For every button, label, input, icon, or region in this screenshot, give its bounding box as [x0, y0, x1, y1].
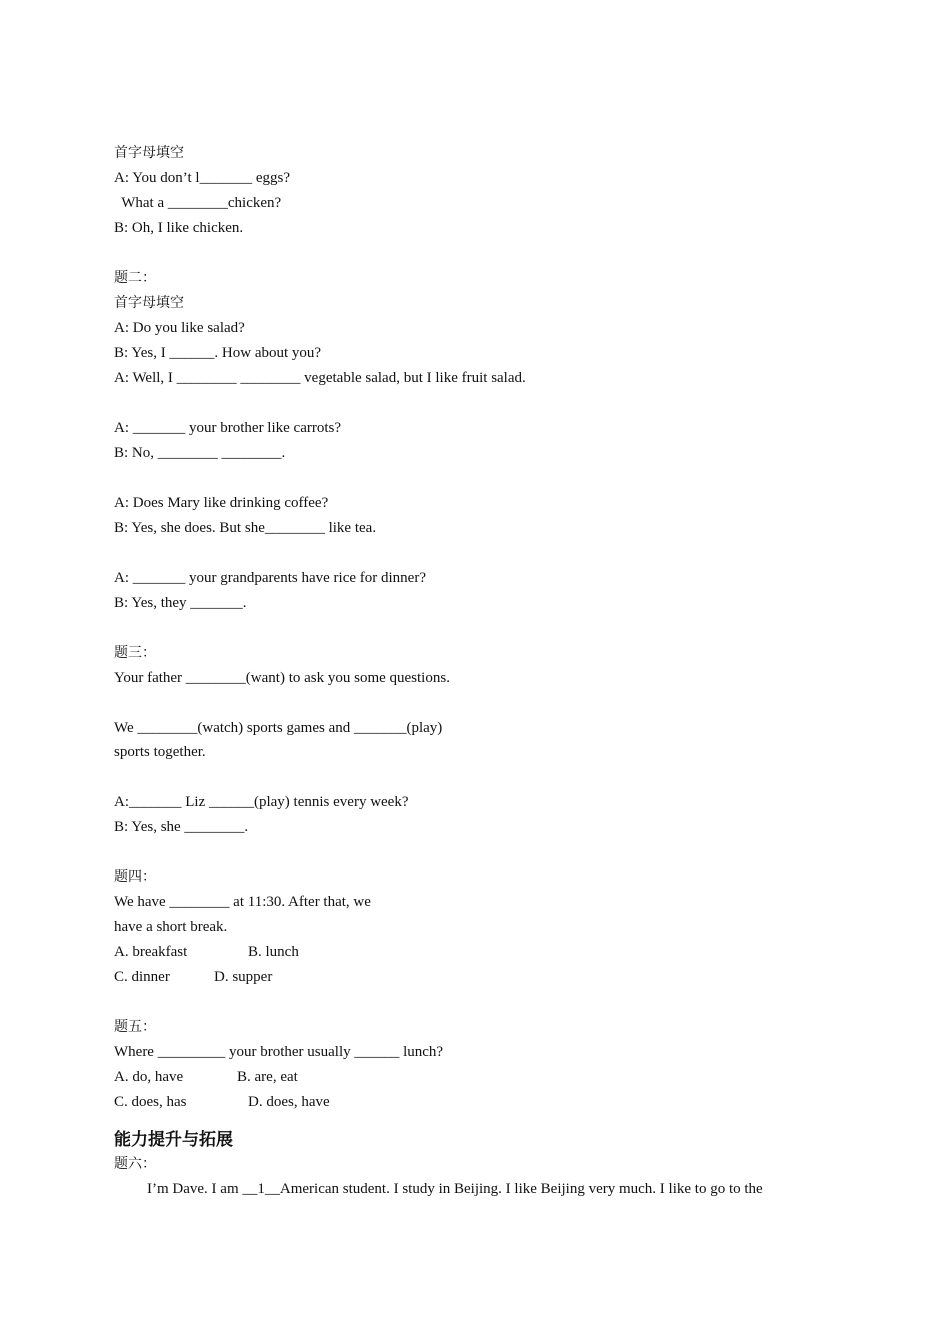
q6-title: 题六：	[114, 1156, 156, 1172]
q5-title: 题五：	[114, 1019, 156, 1035]
section-heading: 能力提升与拓展	[114, 1130, 233, 1150]
q5-option-a: A. do, have	[114, 1069, 184, 1085]
q6-passage: I’m Dave. I am __1__American student. I study in Beijing. I like Beijing very much. I like to go to the	[147, 1181, 763, 1197]
q4-title: 题四：	[114, 869, 156, 885]
q2-dialog3-line-2: B: Yes, she does. But she________ like tea.	[114, 520, 377, 536]
q5-option-b: B. are, eat	[237, 1069, 298, 1085]
q2-dialog2-line-2: B: No, ________ ________.	[114, 445, 286, 461]
q5-stem: Where _________ your brother usually ______ lunch?	[114, 1044, 444, 1060]
q3-title: 题三：	[114, 645, 156, 661]
q1-line-3: B: Oh, I like chicken.	[114, 220, 244, 236]
q1-line-1: A: You don’t l_______ eggs?	[114, 170, 290, 186]
q5-option-d: D. does, have	[248, 1094, 330, 1110]
q2-dialog1-line-3: A: Well, I ________ ________ vegetable salad, but I like fruit salad.	[114, 370, 526, 386]
q2-title: 题二：	[114, 270, 156, 286]
q2-dialog1-line-2: B: Yes, I ______. How about you?	[114, 345, 322, 361]
q2-dialog2-line-1: A: _______ your brother like carrots?	[114, 420, 342, 436]
q2-dialog4-line-2: B: Yes, they _______.	[114, 595, 247, 611]
q3-sentence-1: Your father ________(want) to ask you some questions.	[114, 670, 450, 686]
q2-instruction: 首字母填空	[114, 295, 184, 311]
q4-option-d: D. supper	[214, 969, 273, 985]
q4-stem-line-1: We have ________ at 11:30. After that, we	[114, 894, 371, 910]
q5-options-row-2	[114, 1090, 854, 1115]
q2-dialog4-line-1: A: _______ your grandparents have rice for dinner?	[114, 570, 426, 586]
q5-option-c: C. does, has	[114, 1094, 187, 1110]
q3-dialog-line-2: B: Yes, she ________.	[114, 819, 249, 835]
q4-option-b: B. lunch	[248, 944, 299, 960]
q5-options-row-1	[114, 1065, 854, 1090]
q2-dialog3-line-1: A: Does Mary like drinking coffee?	[114, 495, 329, 511]
q4-stem-line-2: have a short break.	[114, 919, 228, 935]
worksheet-page	[114, 141, 854, 1202]
q1-instruction: 首字母填空	[114, 145, 184, 161]
q3-sentence-2-line-2: sports together.	[114, 744, 206, 760]
q3-sentence-2-line-1: We ________(watch) sports games and _______(play)	[114, 720, 443, 736]
q2-dialog1-line-1: A: Do you like salad?	[114, 320, 245, 336]
q4-option-a: A. breakfast	[114, 944, 188, 960]
q4-options-row-2	[114, 965, 854, 990]
q4-options-row-1	[114, 940, 854, 965]
q3-dialog-line-1: A:_______ Liz ______(play) tennis every week?	[114, 794, 409, 810]
q4-option-c: C. dinner	[114, 969, 170, 985]
q1-line-2: What a ________chicken?	[114, 195, 282, 211]
